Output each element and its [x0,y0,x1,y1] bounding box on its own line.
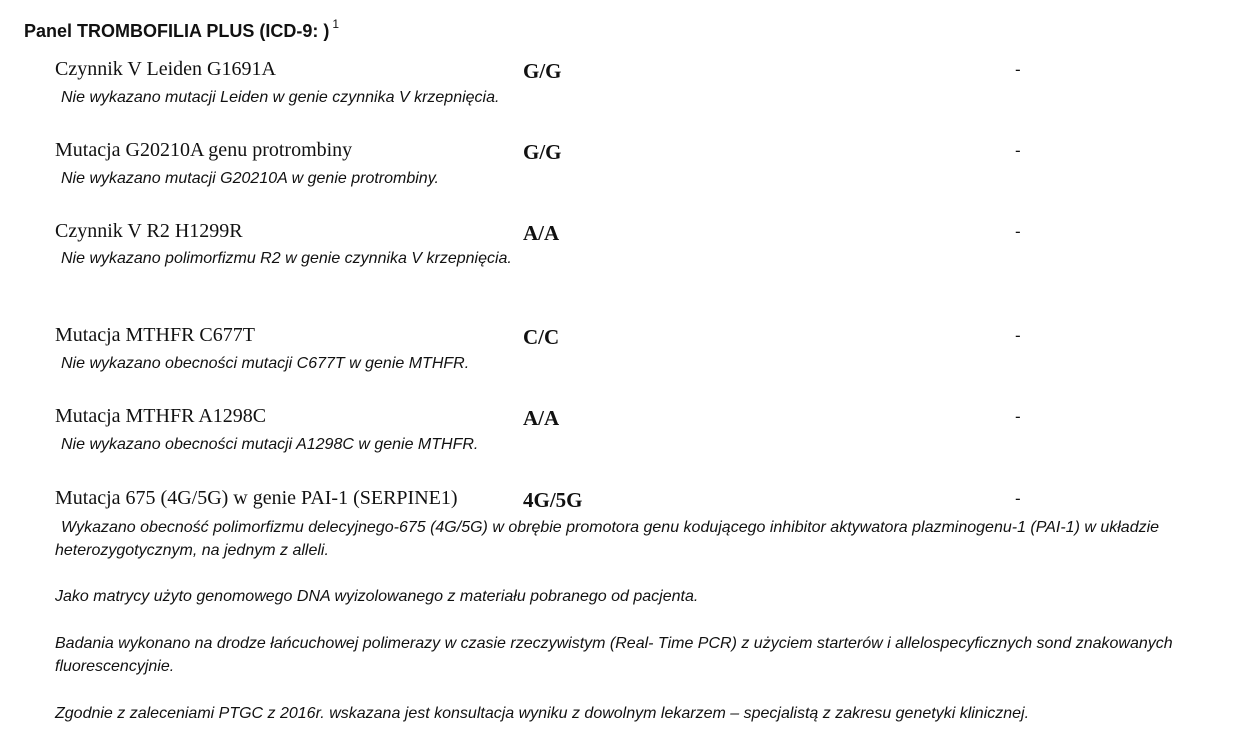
test-reference: - [1015,407,1021,426]
test-comment: Nie wykazano obecności mutacji C677T w genie MTHFR. [61,355,470,372]
test-reference: - [1015,60,1021,79]
test-name: Mutacja G20210A genu protrombiny [55,139,353,161]
panel-title [24,17,339,42]
test-comment: Nie wykazano mutacji G20210A w genie protrombiny. [61,170,439,187]
test-name: Czynnik V Leiden G1691A [55,58,276,80]
test-result: A/A [523,406,560,430]
test-name: Mutacja MTHFR A1298C [55,405,267,427]
recommendation-note: Zgodnie z zaleceniami PTGC z 2016r. wskazana jest konsultacja wyniku z dowolnym lekarzem – specjalistą z zakresu genetyki klinicznej. [55,705,1030,722]
test-reference: - [1015,222,1021,241]
test-name: Mutacja MTHFR C677T [55,324,255,346]
test-result: G/G [523,140,562,164]
test-result: A/A [523,221,560,245]
test-name: Czynnik V R2 H1299R [55,220,243,242]
test-reference: - [1015,489,1021,508]
test-comment: Wykazano obecność polimorfizmu delecyjnego-675 (4G/5G) w obrębie promotora genu kodującego inhibitor aktywatora plazminogenu-1 (PAI-1) w układzie heterozygotycznym, na jednym z alleli. [55,519,1160,559]
method-note-dna: Jako matrycy użyto genomowego DNA wyizolowanego z materiału pobranego od pacjenta. [55,588,699,605]
test-reference: - [1015,141,1021,160]
test-reference: - [1015,326,1021,345]
test-result: 4G/5G [523,488,583,512]
test-comment: Nie wykazano mutacji Leiden w genie czynnika V krzepnięcia. [61,89,500,106]
test-comment: Nie wykazano obecności mutacji A1298C w genie MTHFR. [61,436,479,453]
panel-title-text: Panel TROMBOFILIA PLUS (ICD-9: ) [24,21,330,41]
footnote-mark: 1 [332,17,340,31]
test-result: C/C [523,325,560,349]
test-result: G/G [523,59,562,83]
test-name: Mutacja 675 (4G/5G) w genie PAI-1 (SERPINE1) [55,487,458,509]
method-note-pcr: Badania wykonano na drodze łańcuchowej polimerazy w czasie rzeczywistym (Real- Time PCR) z użyciem starterów i allelospecyficznych sond znakowanych fluorescencyjnie. [55,635,1173,675]
test-comment: Nie wykazano polimorfizmu R2 w genie czynnika V krzepnięcia. [61,250,512,267]
